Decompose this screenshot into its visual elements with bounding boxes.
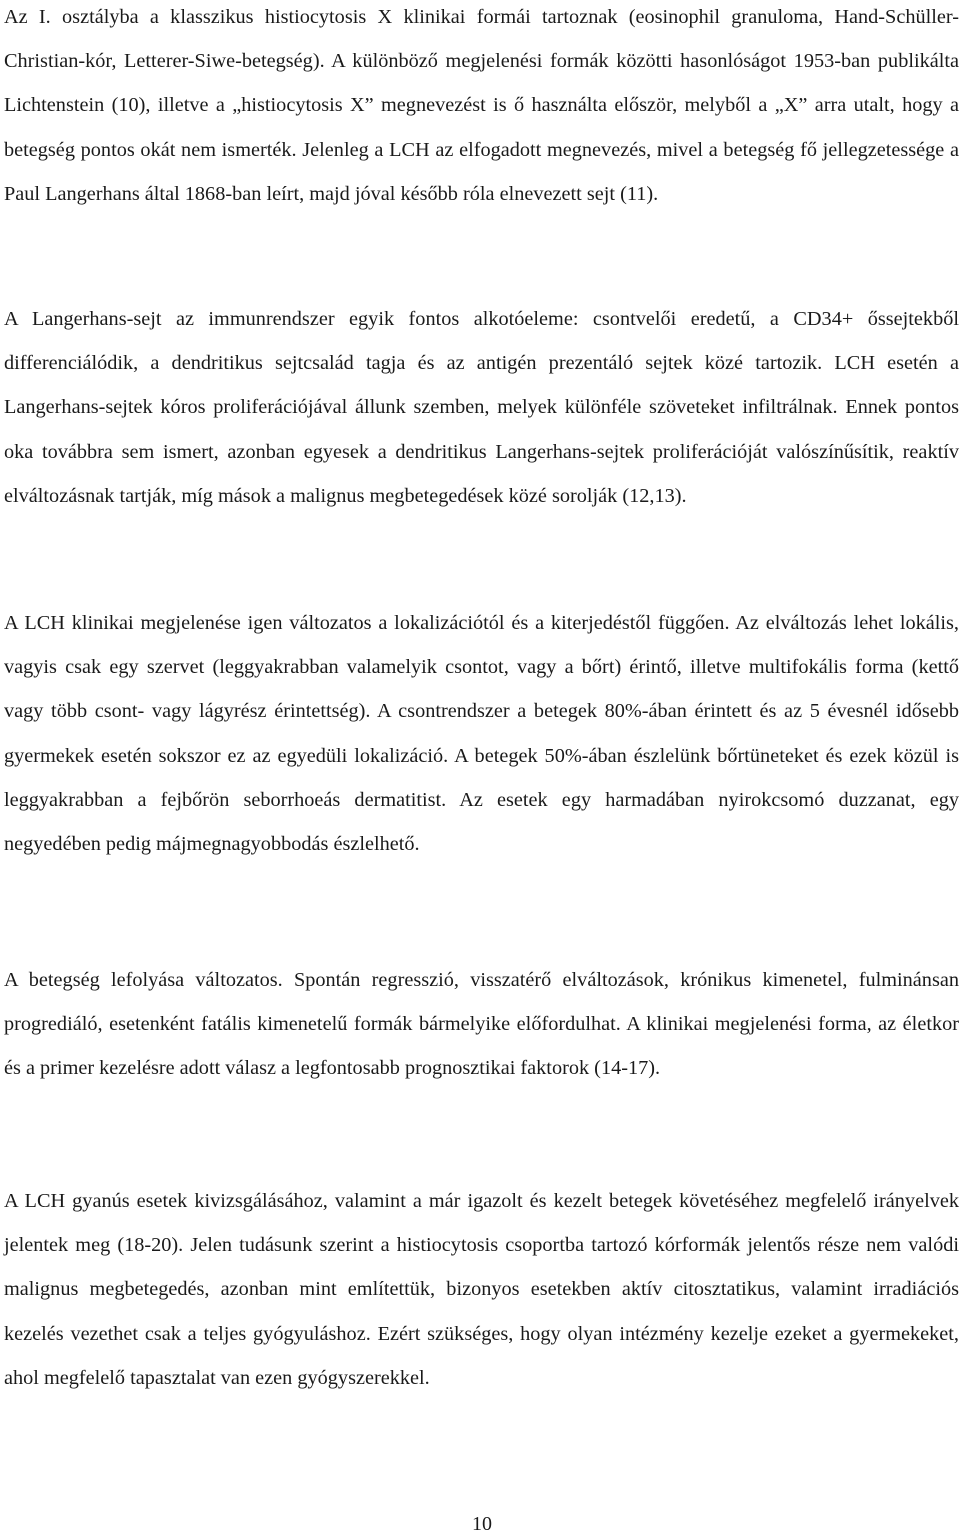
sentence: Az esetek egy harmadában nyirokcsomó duzzanat, egy negyedében pedig májmegnagyobbodás észlelhető. — [4, 788, 959, 856]
sentence: Az elváltozás lehet lokális, vagyis csak egy szervet (leggyakrabban valamelyik csontot, vagy a bőrt) érintő, illetve multifokális forma (kettő vagy több csont- vagy lágyrész érintettség). — [4, 612, 959, 723]
sentence: LCH esetén a Langerhans-sejtek kóros proliferációjával állunk szemben, melyek különféle szöveteket infiltrálnak. — [4, 352, 959, 419]
page-number: 10 — [472, 1513, 492, 1535]
sentence: Ezért szükséges, hogy olyan intézmény kezelje ezeket a gyermekeket, ahol megfelelő tapasztalat van ezen gyógyszerekkel. — [4, 1322, 959, 1389]
paragraph-lch-classification — [4, 0, 959, 216]
sentence: A LCH gyanús esetek kivizsgálásához, valamint a már igazolt és kezelt betegek követéséhez megfelelő irányelvek jelentek meg (18-20). — [4, 1190, 959, 1257]
paragraph-guidelines-treatment — [4, 1179, 959, 1400]
sentence: A betegség lefolyása változatos. — [4, 969, 283, 991]
sentence: A betegek 50%-ában észlelünk bőrtüneteket és ezek közül is leggyakrabban a fejbőrön seborrhoeás dermatitist. — [4, 744, 959, 811]
sentence: A klinikai megjelenési forma, az életkor és a primer kezelésre adott válasz a legfontosabb prognosztikai faktorok (14-17). — [4, 1013, 959, 1080]
document-page — [4, 0, 960, 1536]
paragraph-clinical-presentation — [4, 601, 959, 866]
paragraph-disease-course — [4, 958, 959, 1091]
sentence: A LCH klinikai megjelenése igen változatos a lokalizációtól és a kiterjedéstől függően. — [4, 612, 730, 634]
sentence: A különböző megjelenési formák közötti hasonlóságot 1953-ban publikálta Lichtenstein (10), illetve a „histiocytosis X” megnevezést is ő használta először, melyből a „X” arra utalt, hogy a betegség pontos okát nem ismerték. — [4, 50, 960, 161]
sentence: A csontrendszer a betegek 80%-ában érintett és az 5 évesnél idősebb gyermekek esetén sokszor ez az egyedüli lokalizáció. — [4, 700, 960, 767]
sentence: A Langerhans-sejt az immunrendszer egyik fontos alkotóeleme: csontvelői eredetű, a CD34+ őssejtekből differenciálódik, a dendritikus sejtcsalád tagja és az antigén prezentáló sejtek közé tartozik. — [4, 308, 959, 375]
sentence: Ennek pontos oka továbbra sem ismert, azonban egyesek a dendritikus Langerhans-sejtek proliferációját valószínűsítik, reaktív elváltozásnak tartják, míg mások a malignus megbetegedések közé sorolják (12,13). — [4, 396, 959, 507]
paragraph-langerhans-cell — [4, 297, 959, 518]
sentence: Az I. osztályba a klasszikus histiocytosis X klinikai formái tartoznak (eosinophil granuloma, Hand-Schüller-Christian-kór, Letterer-Siwe-betegség). — [4, 6, 959, 73]
sentence: Jelen tudásunk szerint a histiocytosis csoportba tartozó kórformák jelentős része nem valódi malignus megbetegedés, azonban mint említettük, bizonyos esetekben aktív citosztatikus, valamint irradiációs kezelés vezethet csak a teljes gyógyuláshoz. — [4, 1234, 959, 1345]
sentence: Spontán regresszió, visszatérő elváltozások, krónikus kimenetel, fulminánsan progrediáló, esetenként fatális kimenetelű formák bármelyike előfordulhat. — [4, 969, 959, 1036]
sentence: Jelenleg a LCH az elfogadott megnevezés, mivel a betegség fő jellegzetessége a Paul Langerhans által 1868-ban leírt, majd jóval később róla elnevezett sejt (11). — [4, 138, 959, 205]
